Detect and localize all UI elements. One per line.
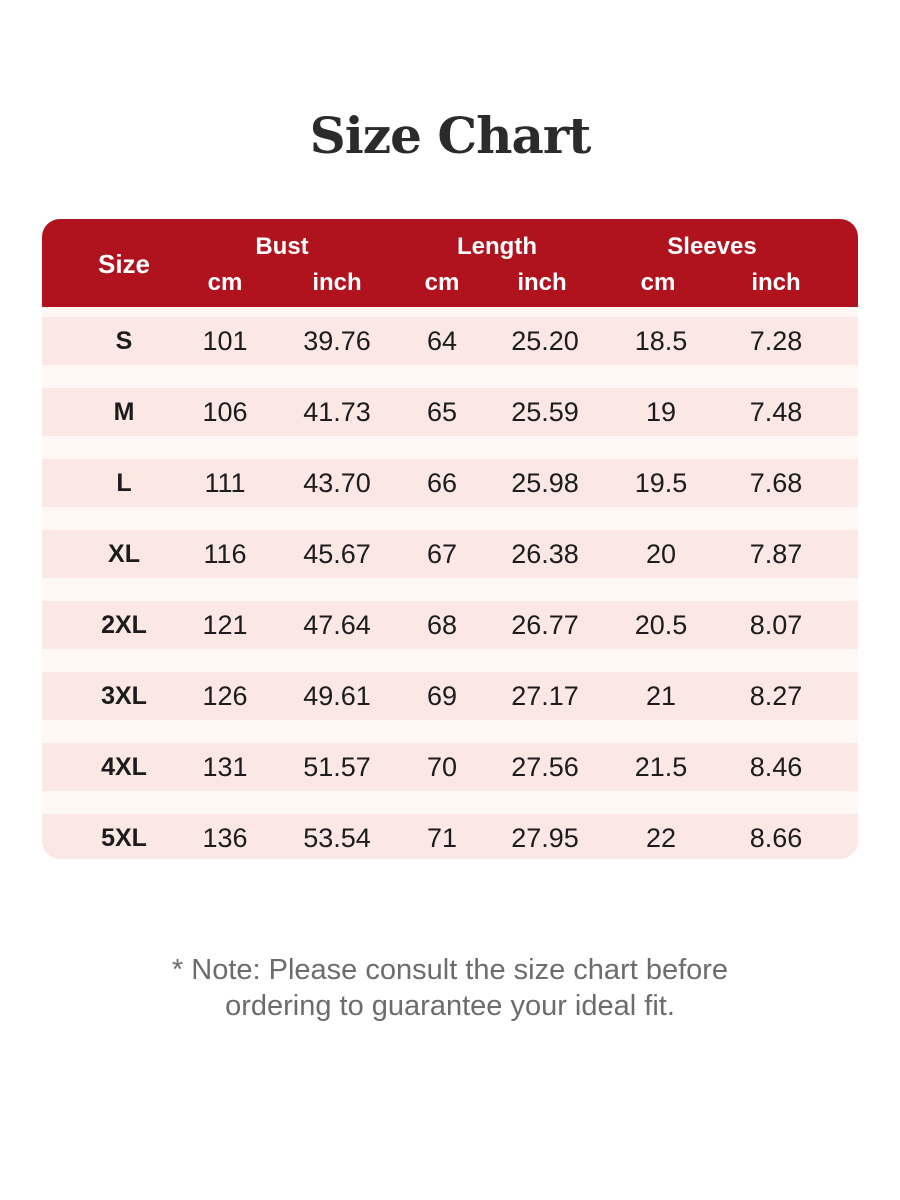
cell-sleeves-cm: 22 (645, 823, 677, 853)
cell-length-inch: 27.95 (511, 823, 579, 853)
table-row (42, 601, 858, 649)
cell-length-cm: 64 (426, 326, 458, 356)
cell-sleeves-cm: 19 (645, 397, 677, 427)
table-row (42, 317, 858, 365)
table-row (42, 672, 858, 720)
cell-size: L (116, 469, 132, 497)
cell-sleeves-inch: 7.68 (749, 468, 803, 498)
cell-bust-inch: 47.64 (303, 610, 371, 640)
cell-length-cm: 70 (426, 752, 458, 782)
table-row (42, 530, 858, 578)
cell-bust-cm: 126 (202, 681, 248, 711)
cell-length-inch: 26.38 (511, 539, 579, 569)
cell-sleeves-cm: 19.5 (634, 468, 688, 498)
cell-sleeves-inch: 7.48 (749, 397, 803, 427)
cell-bust-inch: 39.76 (303, 326, 371, 356)
header-unit-bust-cm: cm (207, 269, 243, 296)
cell-sleeves-inch: 8.07 (749, 610, 803, 640)
cell-bust-inch: 51.57 (303, 752, 371, 782)
cell-size: 2XL (101, 611, 147, 639)
header-sleeves: Sleeves (667, 233, 757, 260)
header-unit-length-inch: inch (517, 269, 567, 296)
cell-sleeves-inch: 8.66 (749, 823, 803, 853)
header-unit-sleeves-inch: inch (751, 269, 801, 296)
cell-size: M (113, 398, 135, 426)
cell-bust-cm: 121 (202, 610, 248, 640)
table-row (42, 814, 858, 859)
cell-sleeves-inch: 7.87 (749, 539, 803, 569)
cell-size: 4XL (101, 753, 147, 781)
cell-bust-inch: 49.61 (303, 681, 371, 711)
header-unit-sleeves-cm: cm (640, 269, 676, 296)
header-size: Size (97, 249, 151, 279)
cell-sleeves-cm: 18.5 (634, 326, 688, 356)
cell-bust-cm: 106 (202, 397, 248, 427)
header-unit-length-cm: cm (424, 269, 460, 296)
header-bust: Bust (255, 233, 309, 260)
cell-sleeves-inch: 8.46 (749, 752, 803, 782)
cell-length-inch: 27.56 (511, 752, 579, 782)
cell-length-cm: 71 (426, 823, 458, 853)
cell-bust-inch: 45.67 (303, 539, 371, 569)
cell-sleeves-inch: 8.27 (749, 681, 803, 711)
cell-length-cm: 65 (426, 397, 458, 427)
cell-length-cm: 67 (426, 539, 458, 569)
header-length: Length (457, 233, 537, 260)
header-unit-bust-inch: inch (312, 269, 362, 296)
table-row (42, 459, 858, 507)
cell-length-inch: 27.17 (511, 681, 579, 711)
cell-sleeves-cm: 21.5 (634, 752, 688, 782)
note-line-1: * Note: Please consult the size chart before (171, 954, 729, 986)
cell-size: XL (108, 540, 140, 568)
cell-size: 3XL (101, 682, 147, 710)
cell-bust-inch: 43.70 (303, 468, 371, 498)
cell-size: S (115, 327, 133, 355)
cell-bust-inch: 53.54 (303, 823, 371, 853)
cell-length-cm: 66 (426, 468, 458, 498)
size-chart-table (42, 219, 858, 859)
cell-sleeves-cm: 21 (645, 681, 677, 711)
cell-length-inch: 25.98 (511, 468, 579, 498)
page-title: Size Chart (309, 106, 591, 165)
cell-sleeves-cm: 20.5 (634, 610, 688, 640)
cell-length-inch: 25.59 (511, 397, 579, 427)
cell-length-inch: 26.77 (511, 610, 579, 640)
cell-bust-cm: 136 (202, 823, 248, 853)
cell-bust-inch: 41.73 (303, 397, 371, 427)
cell-length-cm: 68 (426, 610, 458, 640)
size-note (0, 952, 900, 1024)
cell-length-cm: 69 (426, 681, 458, 711)
cell-bust-cm: 111 (204, 468, 246, 498)
cell-bust-cm: 101 (202, 326, 248, 356)
cell-sleeves-inch: 7.28 (749, 326, 803, 356)
table-row (42, 388, 858, 436)
table-header (42, 219, 858, 307)
cell-sleeves-cm: 20 (645, 539, 677, 569)
cell-bust-cm: 116 (203, 539, 247, 569)
cell-size: 5XL (101, 824, 147, 852)
note-line-2: ordering to guarantee your ideal fit. (225, 990, 675, 1022)
cell-bust-cm: 131 (202, 752, 248, 782)
cell-length-inch: 25.20 (511, 326, 579, 356)
table-row (42, 743, 858, 791)
